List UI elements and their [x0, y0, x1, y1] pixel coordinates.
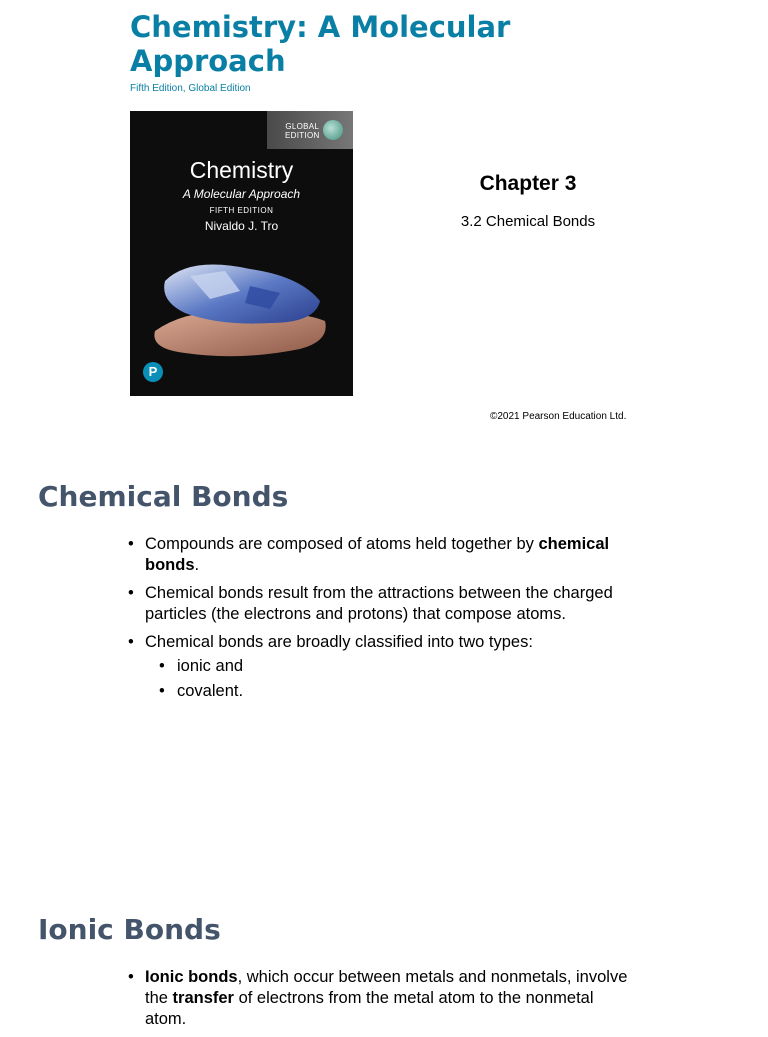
- ionic-bonds-list: [128, 967, 628, 1037]
- list-item: [128, 967, 628, 1030]
- bold-term: chemical bonds: [145, 535, 610, 574]
- bullet-text: Compounds are composed of atoms held together by: [145, 535, 539, 553]
- slide-title-chemical-bonds: Chemical Bonds: [38, 480, 289, 513]
- section-label: 3.2 Chemical Bonds: [460, 213, 596, 230]
- pearson-logo: P: [143, 362, 163, 382]
- chemical-bonds-list: [128, 534, 628, 709]
- copyright: ©2021 Pearson Education Ltd.: [490, 411, 627, 422]
- list-item: • covalent.: [145, 681, 628, 702]
- bullet-text: Chemical bonds are broadly classified into two types:: [145, 633, 533, 651]
- badge-text: GLOBAL EDITION: [285, 122, 320, 140]
- bullet-text: Chemical bonds result from the attractions between the charged particles (the electrons and protons) that compose atoms.: [145, 584, 613, 623]
- bullet-text: , which occur between metals and nonmetals, involve the: [145, 968, 628, 1007]
- global-edition-badge: [267, 111, 353, 149]
- edition-label: Fifth Edition, Global Edition: [130, 83, 251, 94]
- bullet-text: .: [194, 556, 200, 574]
- cover-title: Chemistry: [189, 157, 294, 183]
- book-cover: [130, 111, 353, 396]
- list-item: [128, 632, 628, 702]
- list-item: [128, 583, 628, 625]
- chapter-label: Chapter 3: [479, 172, 577, 195]
- book-title: Chemistry: A Molecular Approach: [130, 10, 511, 78]
- crystal-image: [130, 251, 353, 371]
- cover-author: Nivaldo J. Tro: [204, 219, 279, 233]
- bold-term: transfer: [172, 989, 234, 1007]
- cover-subtitle: A Molecular Approach: [182, 187, 301, 201]
- globe-icon: [323, 120, 343, 140]
- slide-title-ionic-bonds: Ionic Bonds: [38, 913, 221, 946]
- bold-term: Ionic bonds: [145, 968, 238, 986]
- bullet-text: of electrons from the metal atom to the nonmetal atom.: [145, 989, 594, 1028]
- list-item: • ionic and: [145, 656, 628, 677]
- cover-edition: FIFTH EDITION: [209, 206, 274, 215]
- list-item: [128, 534, 628, 576]
- bond-types-list: [145, 656, 628, 702]
